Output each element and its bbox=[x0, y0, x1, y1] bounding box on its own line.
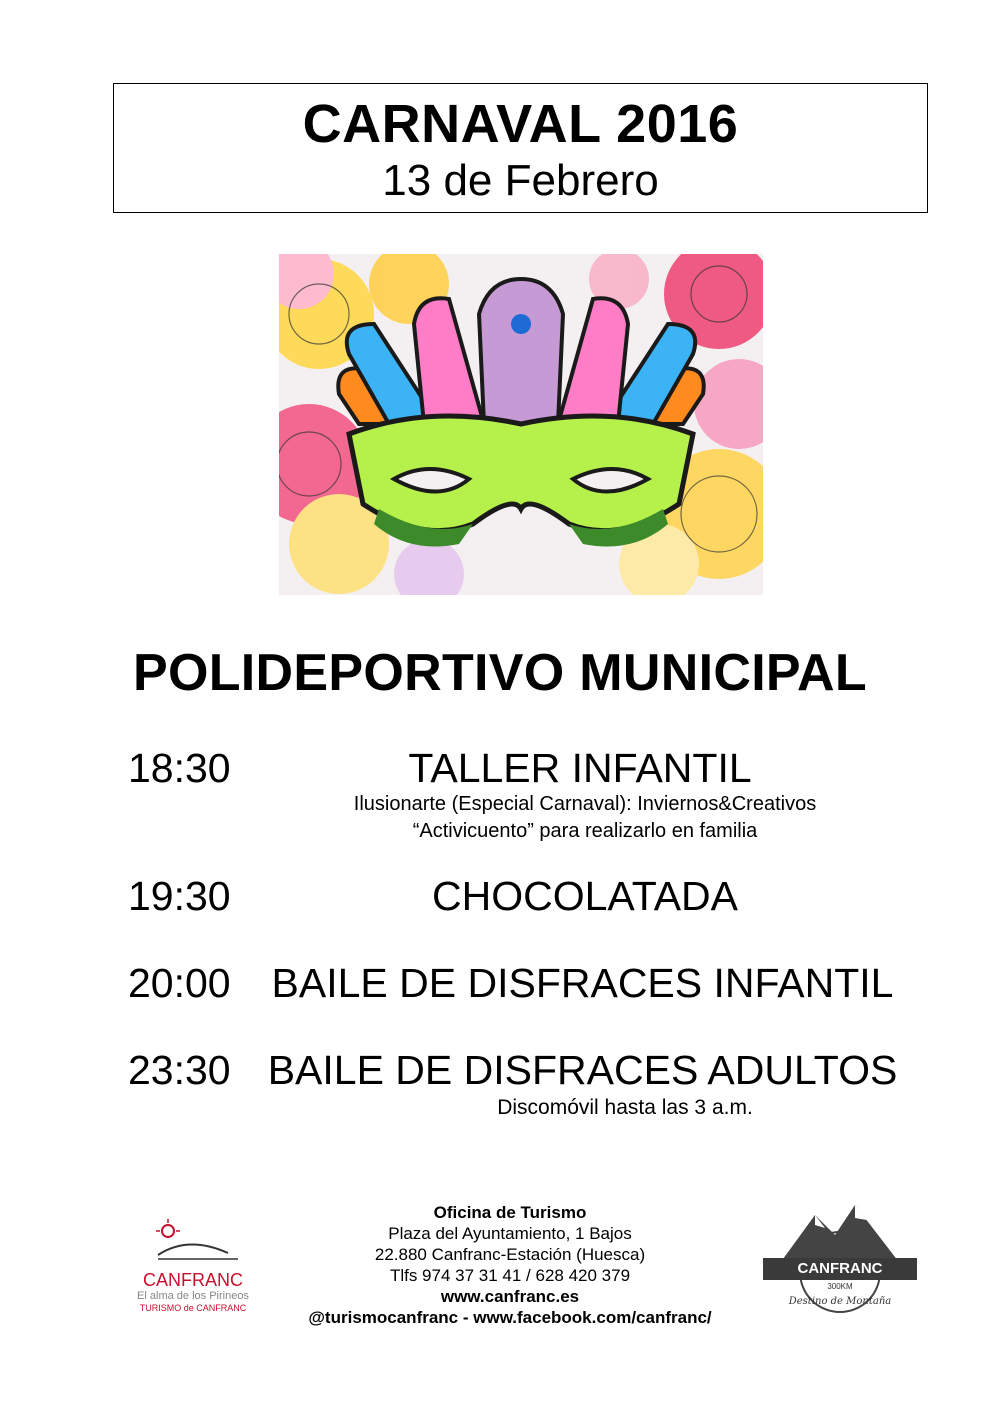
tourist-office-info bbox=[290, 1202, 730, 1328]
schedule-event: BAILE DE DISFRACES INFANTIL bbox=[271, 960, 894, 1006]
left-logo-sub: TURISMO de CANFRANC bbox=[139, 1303, 247, 1313]
office-social: @turismocanfranc - www.facebook.com/canfranc/ bbox=[308, 1308, 712, 1327]
office-address-line2: 22.880 Canfranc-Estación (Huesca) bbox=[374, 1245, 646, 1264]
schedule-time: 20:00 bbox=[128, 960, 231, 1006]
mask-icon bbox=[279, 254, 763, 595]
schedule-time: 18:30 bbox=[128, 745, 231, 791]
schedule-time: 19:30 bbox=[128, 873, 231, 919]
venue-heading: POLIDEPORTIVO MUNICIPAL bbox=[133, 644, 867, 702]
sun-mountain-icon bbox=[128, 1215, 258, 1265]
office-phones: Tlfs 974 37 31 41 / 628 420 379 bbox=[389, 1266, 631, 1285]
canfranc-tourism-logo bbox=[128, 1215, 258, 1315]
canfranc-destination-logo bbox=[755, 1200, 925, 1315]
schedule-event: CHOCOLATADA bbox=[431, 873, 739, 919]
page-title: CARNAVAL 2016 bbox=[302, 94, 739, 154]
right-logo-name: CANFRANC bbox=[797, 1260, 883, 1277]
title-box bbox=[113, 83, 928, 213]
office-address-line1: Plaza del Ayuntamiento, 1 Bajos bbox=[388, 1224, 632, 1243]
schedule-event: TALLER INFANTIL bbox=[408, 745, 752, 791]
office-name: Oficina de Turismo bbox=[433, 1203, 587, 1222]
office-website: www.canfranc.es bbox=[440, 1287, 580, 1306]
schedule-note: Ilusionarte (Especial Carnaval): Inviernos&Creativos bbox=[353, 793, 817, 815]
left-logo-name: CANFRANC bbox=[142, 1270, 243, 1290]
event-date: 13 de Febrero bbox=[382, 156, 659, 205]
left-logo-tagline: El alma de los Pirineos bbox=[137, 1290, 249, 1302]
schedule-note: “Activicuento” para realizarlo en familia bbox=[412, 820, 758, 842]
right-logo-badge: 300KM bbox=[827, 1282, 853, 1291]
carnival-mask-illustration bbox=[279, 254, 763, 595]
right-logo-tagline: Destino de Montaña bbox=[788, 1296, 892, 1307]
schedule-event: BAILE DE DISFRACES ADULTOS bbox=[267, 1047, 898, 1093]
schedule-note: Discomóvil hasta las 3 a.m. bbox=[497, 1096, 753, 1119]
schedule-time: 23:30 bbox=[128, 1047, 231, 1093]
